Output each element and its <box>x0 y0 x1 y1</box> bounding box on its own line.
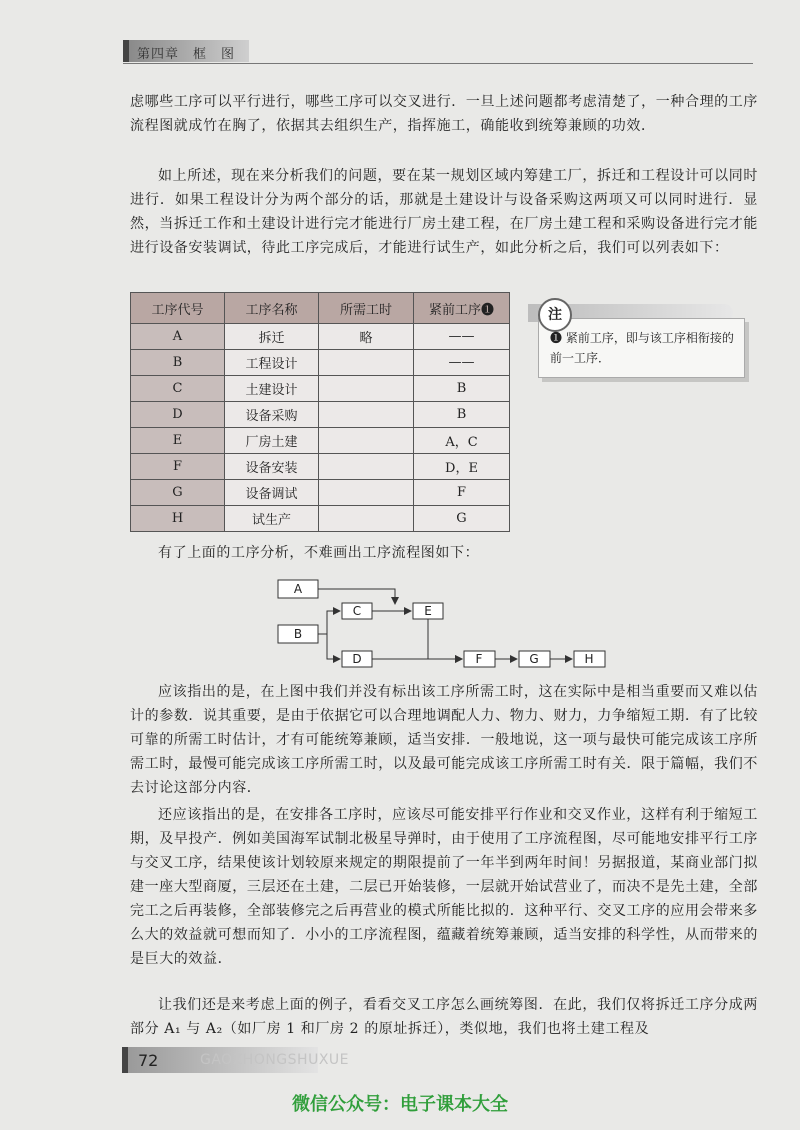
cell: 土建设计 <box>225 376 319 402</box>
paragraph-2: 如上所述，现在来分析我们的问题，要在某一规划区域内筹建工厂，拆迁和工程设计可以同时进行．如果工程设计分为两个部分的话，那就是土建设计与设备采购这两项又可以同时进行．显然，当拆迁工作和土建设计进行完才能进行厂房土建工程，在厂房土建工程和采购设备进行完才能进行设备安装调试，待此工序完成后，才能进行试生产，如此分析之后，我们可以列表如下： <box>130 168 758 256</box>
node-d: D <box>352 652 362 666</box>
cell: B <box>131 350 225 376</box>
cell: —— <box>414 350 510 376</box>
table-row <box>131 480 510 506</box>
cell: F <box>131 454 225 480</box>
node-f: F <box>475 652 483 666</box>
cell: —— <box>414 324 510 350</box>
node-h: H <box>584 652 594 666</box>
cell: G <box>414 506 510 532</box>
cell <box>319 376 414 402</box>
table-row <box>131 324 510 350</box>
chapter-header <box>123 40 249 62</box>
watermark-text: 微信公众号：电子课本大全 <box>292 1094 508 1115</box>
cell: 试生产 <box>225 506 319 532</box>
table-row <box>131 402 510 428</box>
note-text: ❶ 紧前工序，即与该工序相衔接的前一工序． <box>550 331 734 365</box>
cell <box>319 402 414 428</box>
col-header-name: 工序名称 <box>225 293 319 324</box>
col-header-predecessor: 紧前工序❶ <box>414 293 510 324</box>
edge-e-f <box>428 619 462 659</box>
edge-b-c <box>318 611 340 634</box>
cell: 拆迁 <box>225 324 319 350</box>
cell: 设备调试 <box>225 480 319 506</box>
cell: A，C <box>414 428 510 454</box>
paragraph-4: 应该指出的是，在上图中我们并没有标出该工序所需工时，这在实际中是相当重要而又难以估计的参数．说其重要，是由于依据它可以合理地调配人力、物力、财力，力争缩短工期．有了比较可靠的所需工时估计，才有可能统筹兼顾，适当安排．一般地说，这一项与最快可能完成该工序所需工时，最慢可能完成该工序所需工时，以及最可能完成该工序所需工时有关．限于篇幅，我们不去讨论这部分内容． <box>130 684 758 796</box>
cell: F <box>414 480 510 506</box>
cell: H <box>131 506 225 532</box>
cell <box>319 350 414 376</box>
paragraph-6: 让我们还是来考虑上面的例子，看看交叉工序怎么画统筹图．在此，我们仅将拆迁工序分成两部分 A₁ 与 A₂（如厂房 1 和厂房 2 的原址拆迁），类似地，我们也将土建工程及 <box>130 997 758 1037</box>
col-header-time: 所需工时 <box>319 293 414 324</box>
node-e: E <box>424 604 432 618</box>
side-note <box>528 300 754 378</box>
col-header-code: 工序代号 <box>131 293 225 324</box>
node-g: G <box>529 652 539 666</box>
paragraph-1: 虑哪些工序可以平行进行，哪些工序可以交叉进行．一旦上述问题都考虑清楚了，一种合理的工序流程图就成竹在胸了，依据其去组织生产，指挥施工，确能收到统筹兼顾的功效． <box>130 94 758 134</box>
chapter-title: 第四章 框 图 <box>137 47 236 62</box>
cell: 厂房土建 <box>225 428 319 454</box>
header-rule <box>123 63 753 64</box>
cell <box>319 506 414 532</box>
cell: D，E <box>414 454 510 480</box>
cell: D <box>131 402 225 428</box>
cell: 工程设计 <box>225 350 319 376</box>
cell: B <box>414 402 510 428</box>
cell <box>319 428 414 454</box>
process-flowchart <box>275 575 615 675</box>
table-row <box>131 350 510 376</box>
process-table <box>130 292 510 532</box>
table-row <box>131 506 510 532</box>
table-row <box>131 428 510 454</box>
node-a: A <box>293 582 303 596</box>
table-row <box>131 454 510 480</box>
cell: 略 <box>319 324 414 350</box>
cell: A <box>131 324 225 350</box>
cell: G <box>131 480 225 506</box>
cell: E <box>131 428 225 454</box>
edge-b-d <box>327 634 340 659</box>
cell: C <box>131 376 225 402</box>
table-header-row <box>131 293 510 324</box>
page-number: 72 <box>138 1051 159 1070</box>
node-c: C <box>352 604 362 618</box>
paragraph-3: 有了上面的工序分析，不难画出工序流程图如下： <box>158 545 480 561</box>
edge-a-e <box>318 589 395 604</box>
table-row <box>131 376 510 402</box>
footer-brand: GAOZHONGSHUXUE <box>200 1052 350 1068</box>
paragraph-5: 还应该指出的是，在安排各工序时，应该尽可能安排平行作业和交叉作业，这样有利于缩短工期，及早投产．例如美国海军试制北极星导弹时，由于使用了工序流程图，尽可能地安排平行工序与交叉工序，结果使该计划较原来规定的期限提前了一年半到两年时间！另据报道，某商业部门拟建一座大型商厦，三层还在土建，二层已开始装修，一层就开始试营业了，而决不是先土建，全部完工之后再装修，全部装修完之后再营业的模式所能比拟的．这种平行、交叉工序的应用会带来多么大的效益就可想而知了．小小的工序流程图，蕴藏着统筹兼顾，适当安排的科学性，从而带来的是巨大的效益． <box>130 807 758 967</box>
cell <box>319 454 414 480</box>
cell: B <box>414 376 510 402</box>
cell: 设备采购 <box>225 402 319 428</box>
note-badge: 注 <box>538 298 572 332</box>
cell <box>319 480 414 506</box>
cell: 设备安装 <box>225 454 319 480</box>
node-b: B <box>293 627 303 641</box>
